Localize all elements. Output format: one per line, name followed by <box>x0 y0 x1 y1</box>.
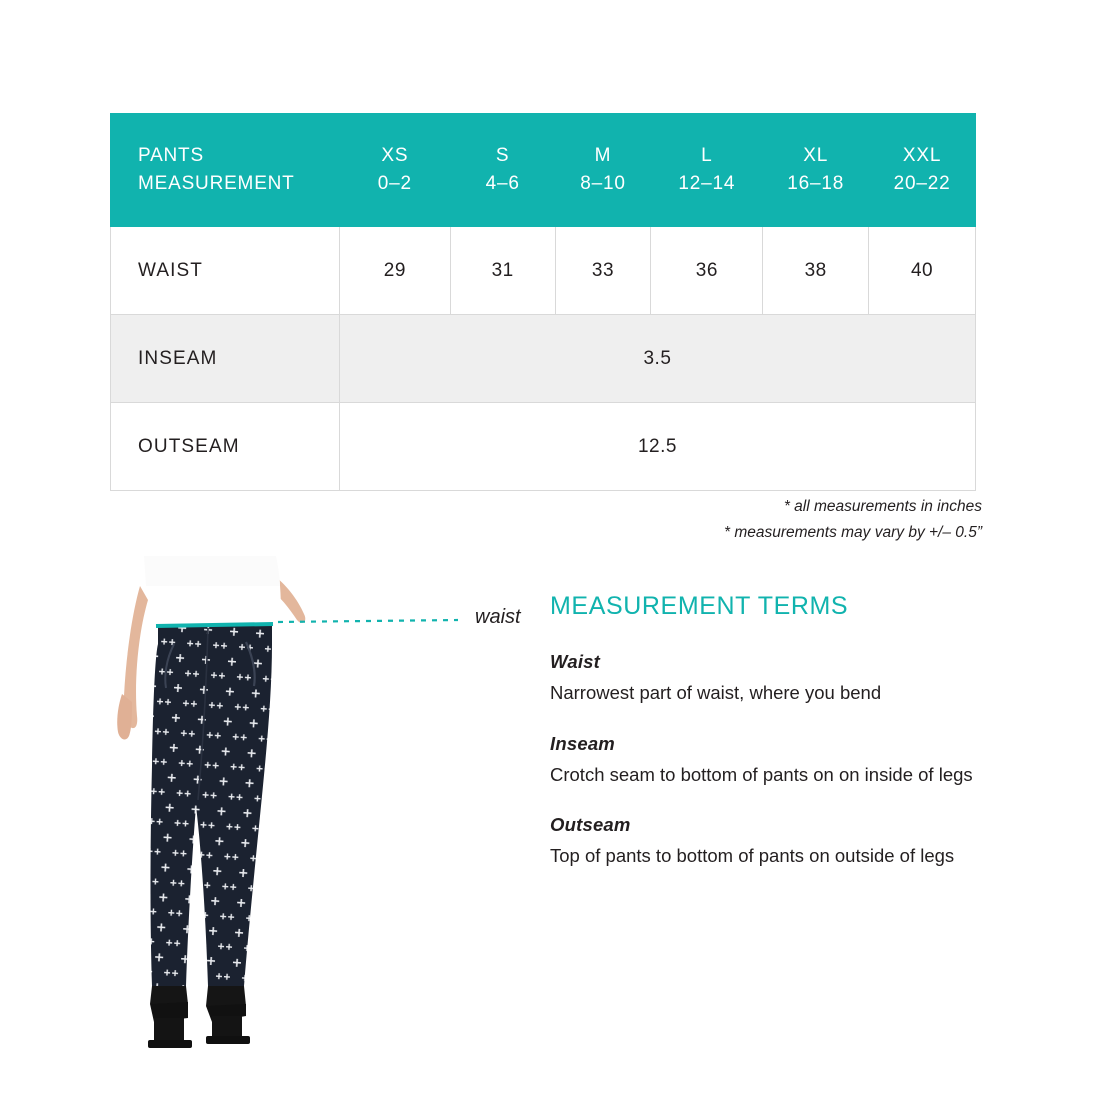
size-range: 12–14 <box>678 173 736 194</box>
size-range: 20–22 <box>893 173 951 194</box>
cell-waist-s: 31 <box>450 227 555 315</box>
waist-callout-label: waist <box>475 606 521 628</box>
footnote-tolerance: * measurements may vary by +/– 0.5” <box>723 523 982 541</box>
size-name: S <box>495 145 510 167</box>
model-pants <box>146 620 278 992</box>
footnote-units: * all measurements in inches <box>783 498 982 515</box>
size-name: M <box>594 145 612 167</box>
term-outseam <box>550 814 1010 871</box>
size-name: XL <box>803 145 829 167</box>
term-waist <box>550 651 1010 708</box>
size-chart-table <box>110 113 976 491</box>
size-range: 4–6 <box>485 173 520 194</box>
size-name: XS <box>381 145 409 167</box>
term-description: Crotch seam to bottom of pants on on inside of legs <box>550 763 973 785</box>
model-figure-svg <box>96 556 496 1076</box>
table-header-size-l <box>651 114 763 227</box>
row-label-inseam: INSEAM <box>111 315 340 403</box>
model-top <box>144 556 281 622</box>
size-range: 16–18 <box>787 173 845 194</box>
term-description: Top of pants to bottom of pants on outside of legs <box>550 845 955 867</box>
term-name: Outseam <box>550 814 631 836</box>
table-row <box>111 315 976 403</box>
model-shoes <box>148 986 250 1048</box>
cell-waist-l: 36 <box>651 227 763 315</box>
table-header <box>111 114 976 227</box>
measurement-terms-title: MEASUREMENT TERMS <box>550 592 849 620</box>
table-header-size-xl <box>763 114 869 227</box>
cell-waist-xs: 29 <box>339 227 450 315</box>
table-header-size-xxl <box>869 114 976 227</box>
table-footnotes <box>110 494 982 545</box>
term-description: Narrowest part of waist, where you bend <box>550 682 882 703</box>
size-range: 0–2 <box>377 173 412 194</box>
header-label-line-2: MEASUREMENT <box>138 173 295 194</box>
table-header-size-m <box>555 114 651 227</box>
row-label-waist: WAIST <box>111 227 340 315</box>
cell-waist-xl: 38 <box>763 227 869 315</box>
row-label-outseam: OUTSEAM <box>111 403 340 491</box>
cell-outseam-all-sizes: 12.5 <box>339 403 975 491</box>
term-name: Waist <box>550 651 601 672</box>
table-row <box>111 403 976 491</box>
lower-section <box>0 556 1100 1100</box>
table-header-size-xs <box>339 114 450 227</box>
size-name: L <box>701 145 713 167</box>
cell-waist-m: 33 <box>555 227 651 315</box>
table-header-measurement <box>111 114 340 227</box>
term-name: Inseam <box>550 732 615 754</box>
size-range: 8–10 <box>580 173 626 194</box>
table-header-size-s <box>450 114 555 227</box>
term-inseam <box>550 733 1010 790</box>
measurement-terms-panel <box>550 592 1010 896</box>
cell-waist-xxl: 40 <box>869 227 976 315</box>
pants-illustration <box>96 556 521 1076</box>
cell-inseam-all-sizes: 3.5 <box>339 315 975 403</box>
table-body <box>111 227 976 491</box>
table-row <box>111 227 976 315</box>
table-header-row <box>111 114 976 227</box>
header-label-line-1: PANTS <box>138 145 204 167</box>
size-name: XXL <box>902 145 942 167</box>
